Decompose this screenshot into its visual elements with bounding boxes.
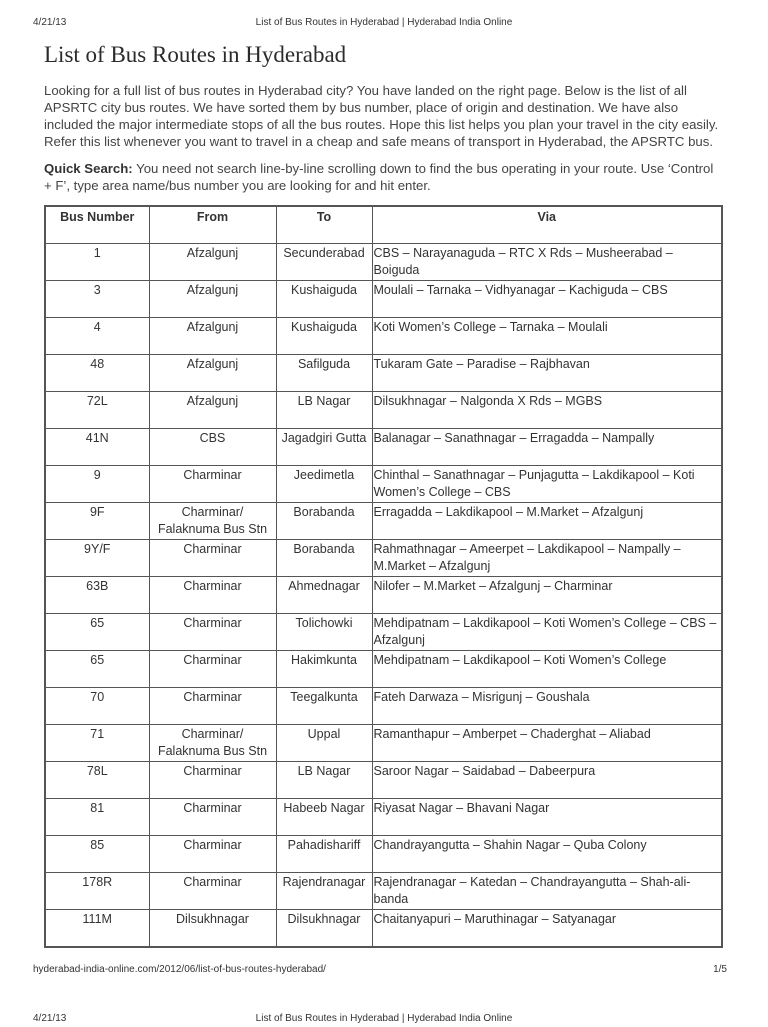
next-page-title: List of Bus Routes in Hyderabad | Hyderabad India Online bbox=[255, 1013, 513, 1024]
table-row bbox=[45, 873, 722, 910]
article bbox=[44, 38, 724, 948]
to-cell: Habeeb Nagar bbox=[276, 799, 372, 836]
quick-search-paragraph bbox=[44, 160, 724, 194]
bus-number-cell: 85 bbox=[45, 836, 149, 873]
bus-routes-table bbox=[44, 205, 723, 948]
from-cell: Charminar bbox=[149, 651, 276, 688]
page-number: 1/5 bbox=[713, 964, 727, 975]
bus-number-cell: 70 bbox=[45, 688, 149, 725]
via-cell: Tukaram Gate – Paradise – Rajbhavan bbox=[372, 355, 722, 392]
via-cell: Mehdipatnam – Lakdikapool – Koti Women’s College bbox=[372, 651, 722, 688]
table-row bbox=[45, 910, 722, 948]
to-cell: Hakimkunta bbox=[276, 651, 372, 688]
from-cell: Charminar bbox=[149, 540, 276, 577]
bus-number-cell: 41N bbox=[45, 429, 149, 466]
from-cell: Afzalgunj bbox=[149, 392, 276, 429]
to-cell: Ahmednagar bbox=[276, 577, 372, 614]
next-page-date: 4/21/13 bbox=[33, 1013, 67, 1024]
bus-number-cell: 48 bbox=[45, 355, 149, 392]
via-cell: Moulali – Tarnaka – Vidhyanagar – Kachiguda – CBS bbox=[372, 281, 722, 318]
table-row bbox=[45, 651, 722, 688]
from-cell: Afzalgunj bbox=[149, 355, 276, 392]
table-row bbox=[45, 577, 722, 614]
table-row bbox=[45, 836, 722, 873]
bus-number-cell: 65 bbox=[45, 651, 149, 688]
header-to: To bbox=[276, 206, 372, 244]
table-row bbox=[45, 318, 722, 355]
bus-number-cell: 72L bbox=[45, 392, 149, 429]
next-page-header bbox=[33, 1013, 735, 1027]
via-cell: Koti Women’s College – Tarnaka – Moulali bbox=[372, 318, 722, 355]
via-cell: Balanagar – Sanathnagar – Erragadda – Nampally bbox=[372, 429, 722, 466]
bus-number-cell: 4 bbox=[45, 318, 149, 355]
quick-search-text: You need not search line-by-line scrolling down to find the bus operating in your route. Use ‘Control + F’, type area name/bus number you are looking for and hit enter. bbox=[44, 161, 714, 193]
bus-number-cell: 111M bbox=[45, 910, 149, 948]
from-cell: Charminar bbox=[149, 466, 276, 503]
table-row bbox=[45, 281, 722, 318]
to-cell: Jeedimetla bbox=[276, 466, 372, 503]
table-row bbox=[45, 725, 722, 762]
header-bus-number: Bus Number bbox=[45, 206, 149, 244]
via-cell: Chinthal – Sanathnagar – Punjagutta – Lakdikapool – Koti Women’s College – CBS bbox=[372, 466, 722, 503]
via-cell: Chaitanyapuri – Maruthinagar – Satyanagar bbox=[372, 910, 722, 948]
via-cell: Rahmathnagar – Ameerpet – Lakdikapool – Nampally – M.Market – Afzalgunj bbox=[372, 540, 722, 577]
intro-paragraph: Looking for a full list of bus routes in Hyderabad city? You have landed on the right page. Below is the list of all APSRTC city bus routes. We have sorted them by bus number, place of origin and destination. We have also included the major intermediate stops of all the bus routes. Hope this list helps you plan your travel in the city easily. Refer this list whenever you want to travel in a cheap and safe means of transport in Hyderabad, the APSRTC bus. bbox=[44, 83, 719, 149]
bus-number-cell: 81 bbox=[45, 799, 149, 836]
bus-number-cell: 63B bbox=[45, 577, 149, 614]
bus-number-cell: 78L bbox=[45, 762, 149, 799]
from-cell: Dilsukhnagar bbox=[149, 910, 276, 948]
bus-number-cell: 1 bbox=[45, 244, 149, 281]
table-row bbox=[45, 429, 722, 466]
table-row bbox=[45, 614, 722, 651]
to-cell: Teegalkunta bbox=[276, 688, 372, 725]
table-row bbox=[45, 762, 722, 799]
from-cell: Charminar bbox=[149, 614, 276, 651]
from-cell: CBS bbox=[149, 429, 276, 466]
table-row bbox=[45, 355, 722, 392]
from-cell: Afzalgunj bbox=[149, 318, 276, 355]
page-title: List of Bus Routes in Hyderabad bbox=[44, 42, 347, 67]
to-cell: Uppal bbox=[276, 725, 372, 762]
from-cell: Charminar bbox=[149, 799, 276, 836]
bus-number-cell: 178R bbox=[45, 873, 149, 910]
to-cell: Kushaiguda bbox=[276, 318, 372, 355]
table-row bbox=[45, 392, 722, 429]
to-cell: Borabanda bbox=[276, 503, 372, 540]
from-cell: Charminar bbox=[149, 577, 276, 614]
header-from: From bbox=[149, 206, 276, 244]
to-cell: Secunderabad bbox=[276, 244, 372, 281]
from-cell: Charminar bbox=[149, 762, 276, 799]
print-header bbox=[33, 17, 735, 31]
print-date: 4/21/13 bbox=[33, 17, 67, 28]
via-cell: Dilsukhnagar – Nalgonda X Rds – MGBS bbox=[372, 392, 722, 429]
from-cell: Afzalgunj bbox=[149, 244, 276, 281]
quick-search-label: Quick Search: bbox=[44, 161, 133, 176]
from-cell: Charminar/ Falaknuma Bus Stn bbox=[149, 503, 276, 540]
from-cell: Charminar/ Falaknuma Bus Stn bbox=[149, 725, 276, 762]
via-cell: Nilofer – M.Market – Afzalgunj – Charminar bbox=[372, 577, 722, 614]
table-body bbox=[45, 244, 722, 948]
via-cell: Mehdipatnam – Lakdikapool – Koti Women’s College – CBS – Afzalgunj bbox=[372, 614, 722, 651]
via-cell: Saroor Nagar – Saidabad – Dabeerpura bbox=[372, 762, 722, 799]
from-cell: Afzalgunj bbox=[149, 281, 276, 318]
from-cell: Charminar bbox=[149, 873, 276, 910]
bus-number-cell: 65 bbox=[45, 614, 149, 651]
bus-number-cell: 3 bbox=[45, 281, 149, 318]
to-cell: Rajendranagar bbox=[276, 873, 372, 910]
table-row bbox=[45, 688, 722, 725]
via-cell: Erragadda – Lakdikapool – M.Market – Afzalgunj bbox=[372, 503, 722, 540]
header-via: Via bbox=[372, 206, 722, 244]
to-cell: Dilsukhnagar bbox=[276, 910, 372, 948]
from-cell: Charminar bbox=[149, 836, 276, 873]
page-url: hyderabad-india-online.com/2012/06/list-of-bus-routes-hyderabad/ bbox=[33, 964, 326, 975]
table-row bbox=[45, 503, 722, 540]
to-cell: LB Nagar bbox=[276, 762, 372, 799]
via-cell: Riyasat Nagar – Bhavani Nagar bbox=[372, 799, 722, 836]
via-cell: CBS – Narayanaguda – RTC X Rds – Musheerabad – Boiguda bbox=[372, 244, 722, 281]
bus-number-cell: 9F bbox=[45, 503, 149, 540]
table-row bbox=[45, 244, 722, 281]
to-cell: Borabanda bbox=[276, 540, 372, 577]
table-row bbox=[45, 799, 722, 836]
table-header-row bbox=[45, 206, 722, 244]
via-cell: Rajendranagar – Katedan – Chandrayangutta – Shah-ali-banda bbox=[372, 873, 722, 910]
to-cell: LB Nagar bbox=[276, 392, 372, 429]
table-row bbox=[45, 540, 722, 577]
via-cell: Ramanthapur – Amberpet – Chaderghat – Aliabad bbox=[372, 725, 722, 762]
to-cell: Kushaiguda bbox=[276, 281, 372, 318]
via-cell: Chandrayangutta – Shahin Nagar – Quba Colony bbox=[372, 836, 722, 873]
via-cell: Fateh Darwaza – Misrigunj – Goushala bbox=[372, 688, 722, 725]
print-footer bbox=[33, 964, 727, 978]
to-cell: Jagadgiri Gutta bbox=[276, 429, 372, 466]
bus-number-cell: 9Y/F bbox=[45, 540, 149, 577]
print-page-title: List of Bus Routes in Hyderabad | Hyderabad India Online bbox=[255, 17, 513, 28]
table-row bbox=[45, 466, 722, 503]
to-cell: Safilguda bbox=[276, 355, 372, 392]
to-cell: Tolichowki bbox=[276, 614, 372, 651]
bus-number-cell: 71 bbox=[45, 725, 149, 762]
to-cell: Pahadishariff bbox=[276, 836, 372, 873]
bus-number-cell: 9 bbox=[45, 466, 149, 503]
from-cell: Charminar bbox=[149, 688, 276, 725]
